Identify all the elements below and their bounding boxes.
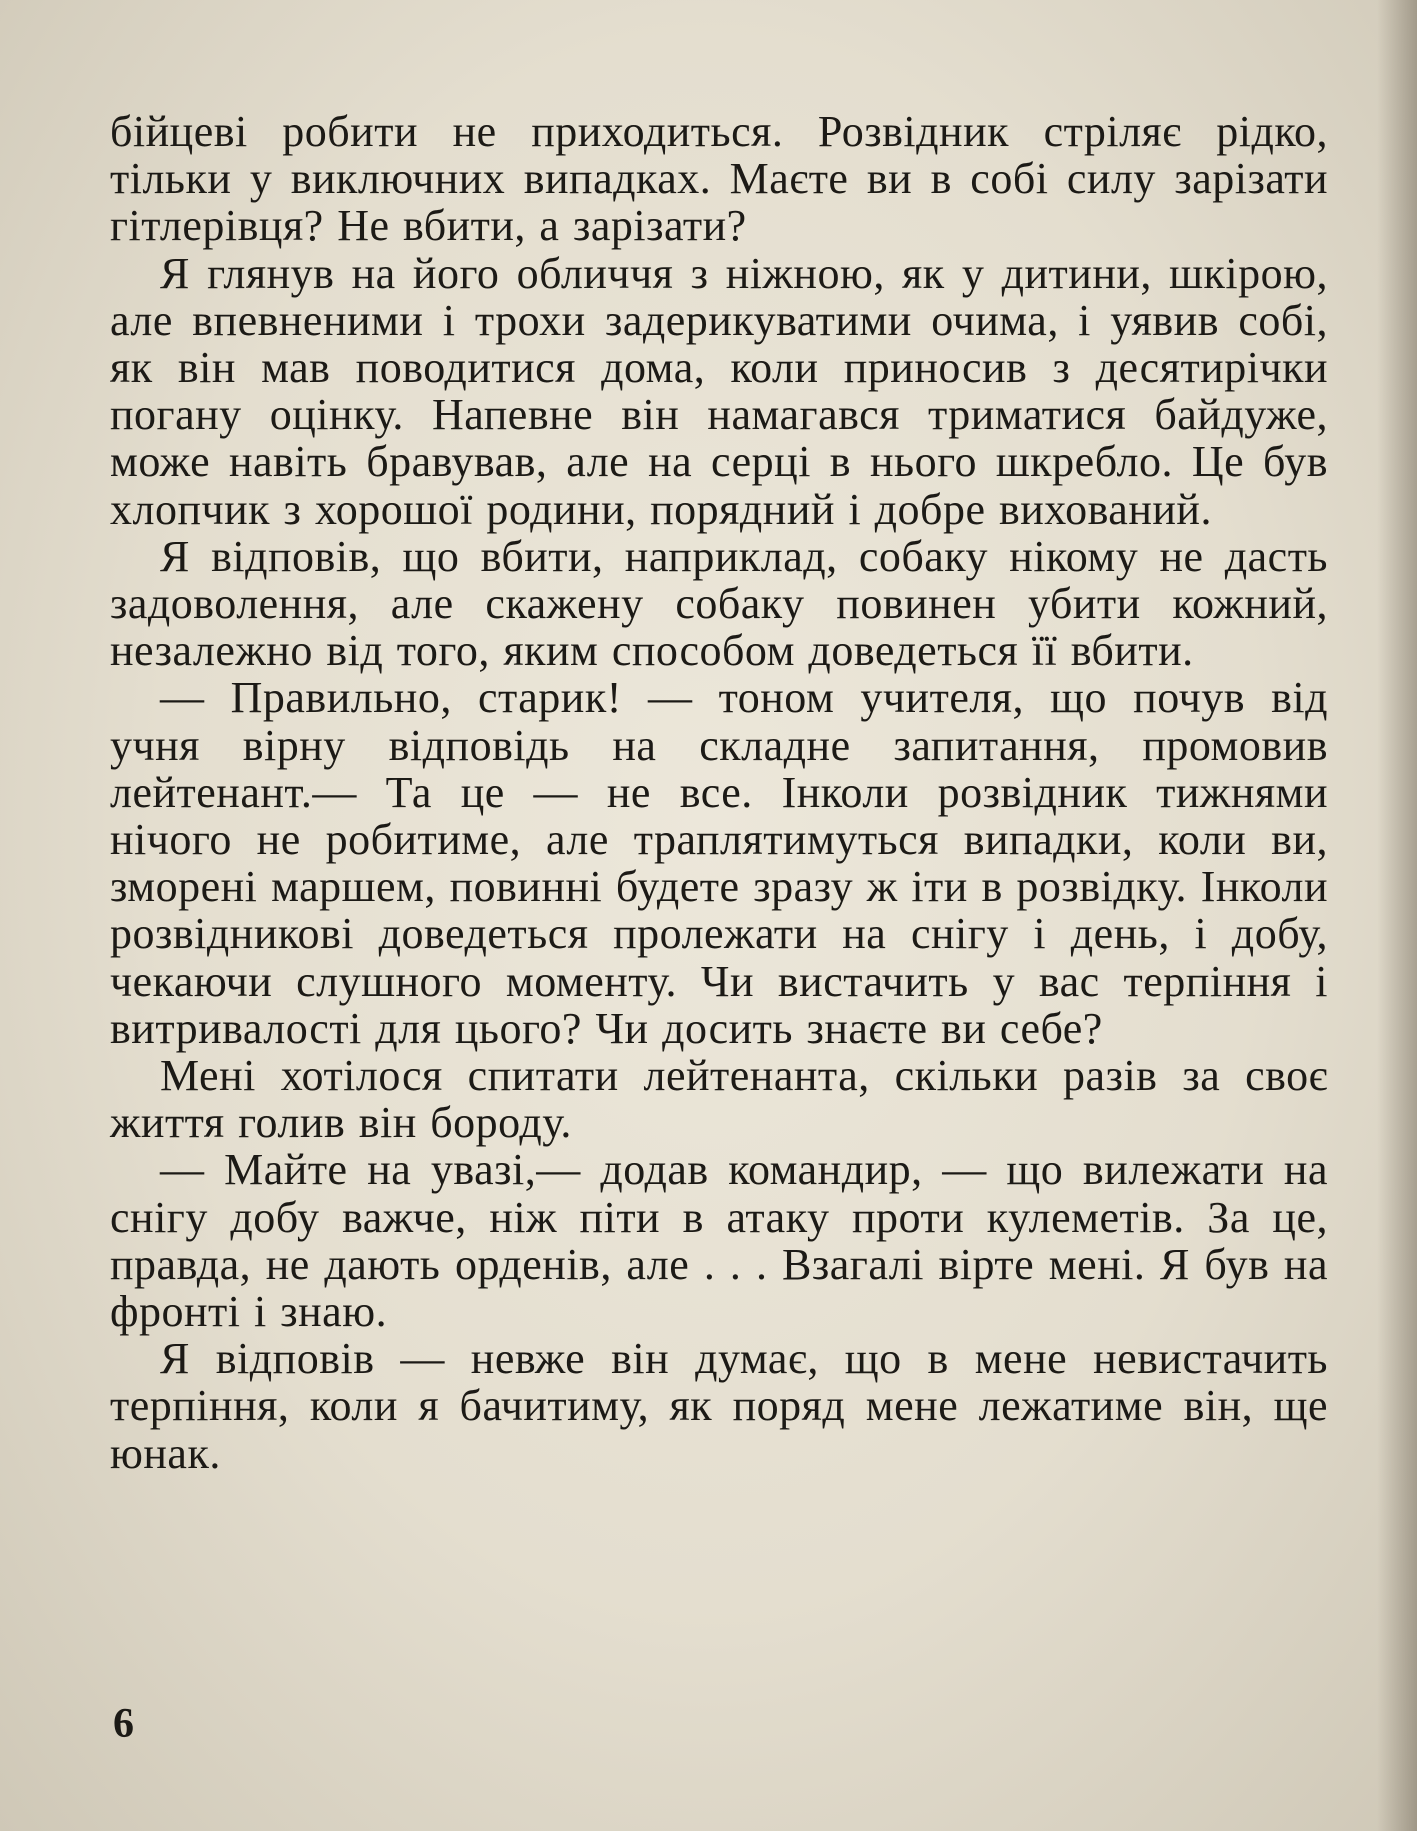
paragraph-1: бійцеві робити не приходиться. Розвідник стріляє рідко, тільки у виключних випадках. Маєте ви в собі силу зарізати гітлерівця? Не вбити, а зарізати? [110, 107, 1328, 251]
paragraph-4: — Правильно, старик! — тоном учителя, що почув від учня вірну відповідь на складне запитання, промовив лейтенант.— Та це — не все. Інколи розвідник тижнями нічого не робитиме, але траплятимуться випадки, коли ви, зморені маршем, повинні будете зразу ж іти в розвідку. Інколи розвідникові доведеться пролежати на снігу і день, і добу, чекаючи слушного моменту. Чи вистачить у вас терпіння і витривалості для цього? Чи досить знаєте ви себе? [110, 673, 1328, 1053]
page-number: 6 [113, 1701, 134, 1747]
paragraph-7: Я відповів — невже він думає, що в мене невистачить терпіння, коли я бачитиму, як поряд мене лежатиме він, ще юнак. [110, 1334, 1328, 1478]
paragraph-6: — Майте на увазі,— додав командир, — що вилежати на снігу добу важче, ніж піти в атаку проти кулеметів. За це, правда, не дають орденів, але . . . Взагалі вірте мені. Я був на фронті і знаю. [110, 1145, 1328, 1337]
paragraph-3: Я відповів, що вбити, наприклад, собаку нікому не дасть задоволення, але скажену собаку повинен убити кожний, незалежно від того, яким способом доведеться її вбити. [110, 531, 1328, 676]
paragraph-5: Мені хотілося спитати лейтенанта, скільки разів за своє життя голив він бороду. [110, 1051, 1328, 1148]
paragraph-2: Я глянув на його обличчя з ніжною, як у дитини, шкірою, але впевненими і трохи задерикуватими очима, і уявив собі, як він мав поводитися дома, коли приносив з десятирічки погану оцінку. Напевне він намагався триматися байдуже, може навіть бравував, але на серці в нього шкребло. Це був хлопчик з хорошої родини, порядний і добре вихований. [110, 248, 1328, 534]
body-text [110, 108, 1328, 1477]
